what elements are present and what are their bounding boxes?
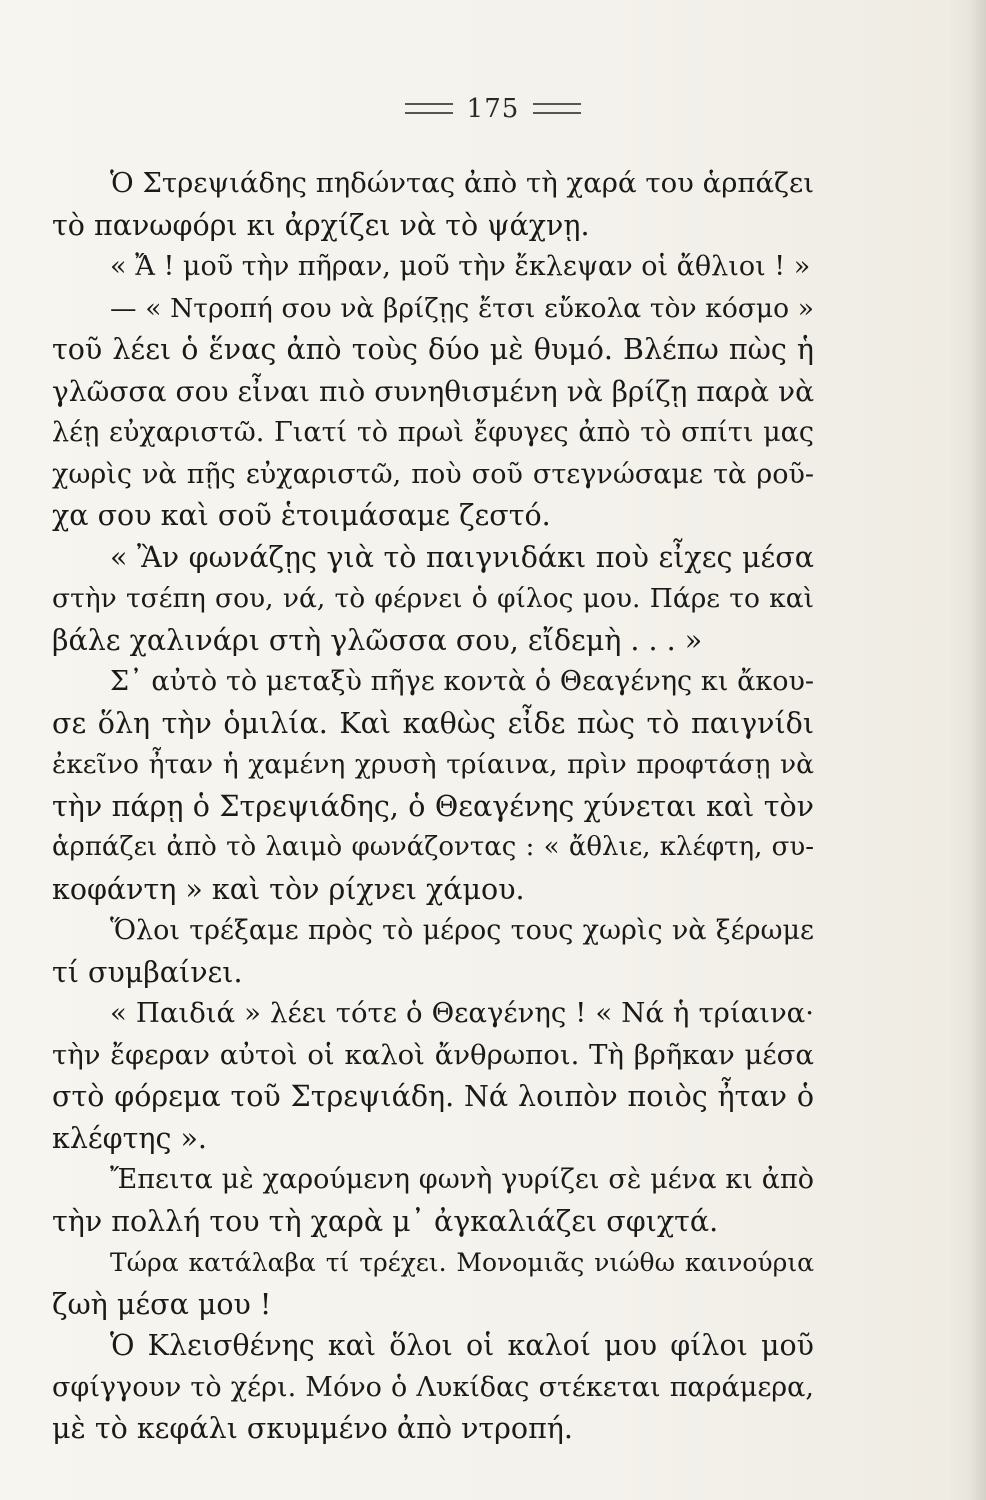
text-line: κλέφτης ». <box>52 1121 207 1155</box>
page-edge-shadow <box>968 0 986 1500</box>
text-line: λέῃ εὐχαριστῶ. Γιατί τὸ πρωὶ ἔφυγες ἀπὸ τὸ σπίτι μας <box>52 417 814 448</box>
text-line: μὲ τὸ κεφάλι σκυμμένο ἀπὸ ντροπή. <box>52 1412 573 1445</box>
header-rule-right <box>533 103 581 114</box>
text-line: Σ᾽ αὐτὸ τὸ μεταξὺ πῆγε κοντὰ ὁ Θεαγένης κι ἄκου- <box>110 666 814 697</box>
page-number: 175 <box>466 94 520 124</box>
text-line: σε ὅλη τὴν ὁμιλία. Καὶ καθὼς εἶδε πὼς τὸ παιγνίδι <box>52 706 814 740</box>
text-line: βάλε χαλινάρι στὴ γλῶσσα σου, εἴδεμὴ . . . » <box>52 623 703 657</box>
text-line: στὴν τσέπη σου, νά, τὸ φέρνει ὁ φίλος μου. Πάρε το καὶ <box>52 583 814 614</box>
text-line: τοῦ λέει ὁ ἕνας ἀπὸ τοὺς δύο μὲ θυμό. Βλέπω πὼς ἡ <box>52 333 814 366</box>
text-line: γλῶσσα σου εἶναι πιὸ συνηθισμένη νὰ βρίζῃ παρὰ νὰ <box>52 374 814 408</box>
text-line: τὴν πολλή του τὴ χαρὰ μ᾽ ἀγκαλιάζει σφιχτά. <box>52 1204 719 1238</box>
text-line: χωρὶς νὰ πῇς εὐχαριστῶ, ποὺ σοῦ στεγνώσαμε τὰ ροῦ- <box>52 458 814 490</box>
text-line: « Ἂν φωνάζῃς γιὰ τὸ παιγνιδάκι ποὺ εἶχες μέσα <box>110 540 814 574</box>
text-line: κοφάντη » καὶ τὸν ρίχνει χάμου. <box>52 872 525 906</box>
text-line: τί συμβαίνει. <box>52 955 243 989</box>
text-line: τὴν πάρῃ ὁ Στρεψιάδης, ὁ Θεαγένης χύνεται καὶ τὸν <box>52 789 814 823</box>
page-header <box>0 94 986 124</box>
text-line: Ὁ Κλεισθένης καὶ ὅλοι οἱ καλοί μου φίλοι μοῦ <box>110 1329 814 1362</box>
text-line: χα σου καὶ σοῦ ἑτοιμάσαμε ζεστό. <box>52 499 551 532</box>
text-line: ἐκεῖνο ἦταν ἡ χαμένη χρυσὴ τρίαινα, πρὶν προφτάσῃ νὰ <box>52 749 814 780</box>
text-line: « Ἄ ! μοῦ τὴν πῆραν, μοῦ τὴν ἔκλεψαν οἱ ἄθλιοι ! » <box>110 251 811 282</box>
text-line: Ἔπειτα μὲ χαρούμενη φωνὴ γυρίζει σὲ μένα κι ἀπὸ <box>110 1164 814 1195</box>
text-line: — « Ντροπή σου νὰ βρίζῃς ἔτσι εὔκολα τὸν κόσμο » <box>110 292 814 324</box>
text-line: Ὅλοι τρέξαμε πρὸς τὸ μέρος τους χωρὶς νὰ ξέρωμε <box>110 915 814 946</box>
text-line: Τώρα κατάλαβα τί τρέχει. Μονομιᾶς νιώθω καινούρια <box>110 1248 814 1277</box>
text-line: Ὁ Στρεψιάδης πηδώντας ἀπὸ τὴ χαρά του ἁρπάζει <box>110 167 814 199</box>
text-line: ζωὴ μέσα μου ! <box>52 1287 272 1321</box>
header-rule-left <box>405 103 453 114</box>
text-line: τὴν ἔφεραν αὐτοὶ οἱ καλοὶ ἄνθρωποι. Τὴ βρῆκαν μέσα <box>52 1038 814 1071</box>
body-text <box>52 163 814 1450</box>
text-line: ἁρπάζει ἀπὸ τὸ λαιμὸ φωνάζοντας : « ἄθλιε, κλέφτη, συ- <box>52 832 814 862</box>
text-line: τὸ πανωφόρι κι ἀρχίζει νὰ τὸ ψάχνῃ. <box>52 208 590 242</box>
text-line: στὸ φόρεμα τοῦ Στρεψιάδη. Νά λοιπὸν ποιὸς ἦταν ὁ <box>52 1080 814 1113</box>
text-line: « Παιδιά » λέει τότε ὁ Θεαγένης ! « Νά ἡ τρίαινα· <box>110 997 814 1029</box>
text-line: σφίγγουν τὸ χέρι. Μόνο ὁ Λυκίδας στέκεται παράμερα, <box>52 1371 814 1403</box>
